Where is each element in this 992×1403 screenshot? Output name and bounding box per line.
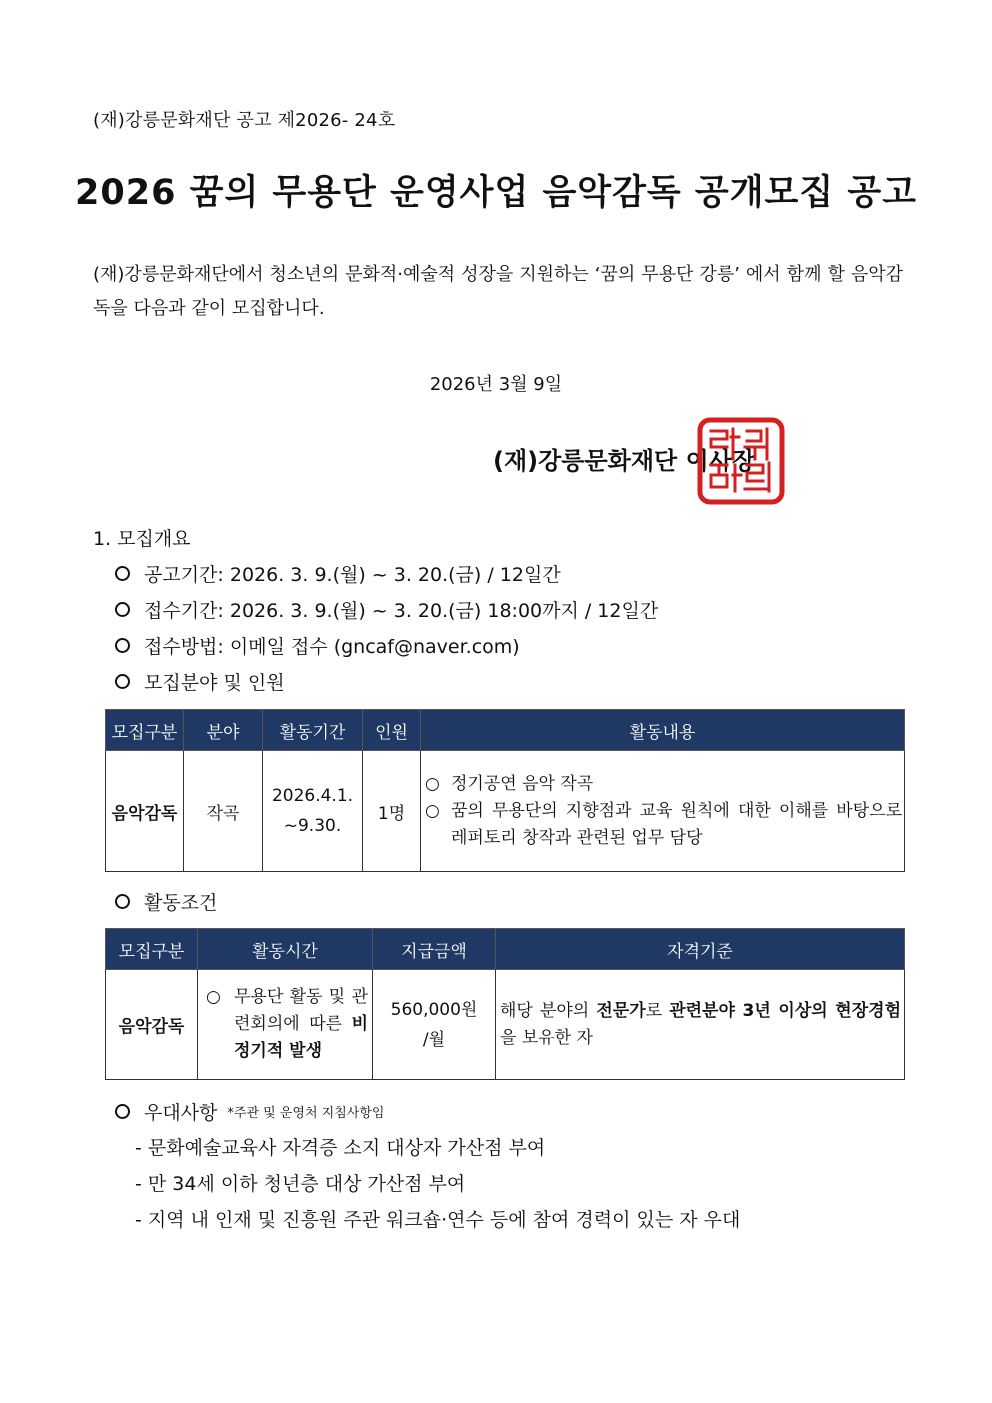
issuer-role: 이사장: [685, 447, 756, 475]
table-header-row: [106, 929, 905, 970]
cell-field: 작곡: [184, 751, 263, 872]
preference-item: - 문화예술교육사 자격증 소지 대상자 가산점 부여: [135, 1137, 546, 1159]
bullet-announcement-period: 공고기간: 2026. 3. 9.(월) ~ 3. 20.(금) / 12일간: [115, 560, 561, 587]
table-row: [106, 970, 905, 1080]
circle-bullet-icon: [115, 1104, 130, 1119]
conditions-table: [105, 928, 905, 1080]
bullet-application-period: 접수기간: 2026. 3. 9.(월) ~ 3. 20.(금) 18:00까지 / 12일간: [115, 596, 658, 623]
section-1-title: 1. 모집개요: [93, 528, 191, 550]
cell-count: 1명: [363, 751, 421, 872]
cell-period: 2026.4.1. ~9.30.: [263, 751, 363, 872]
notice-number: (재)강릉문화재단 공고 제2026- 24호: [93, 110, 396, 131]
cell-qualification: 해당 분야의 전문가로 관련분야 3년 이상의 현장경험을 보유한 자: [496, 970, 905, 1080]
table-header: 인원: [363, 710, 421, 751]
bullet-application-method: 접수방법: 이메일 접수 (gncaf@naver.com): [115, 632, 520, 659]
cell-category: 음악감독: [106, 751, 184, 872]
bullet-preference: 우대사항 *주관 및 운영처 지침사항임: [115, 1098, 384, 1125]
hollow-circle-icon: ○: [425, 800, 440, 821]
circle-bullet-icon: [115, 638, 130, 653]
table-header: 활동기간: [263, 710, 363, 751]
preference-item: - 지역 내 인재 및 진흥원 주관 워크숍·연수 등에 참여 경력이 있는 자 우대: [135, 1209, 741, 1231]
table-header: 분야: [184, 710, 263, 751]
circle-bullet-icon: [115, 894, 130, 909]
table-header: 자격기준: [496, 929, 905, 970]
list-item: ○ 꿈의 무용단의 지향점과 교육 원칙에 대한 이해를 바탕으로 레퍼토리 창작과 관련된 업무 담당: [425, 798, 902, 852]
preference-note: *주관 및 운영처 지침사항임: [227, 1106, 385, 1121]
list-item: ○ 정기공연 음악 작곡: [425, 771, 902, 798]
preference-item: - 만 34세 이하 청년층 대상 가산점 부여: [135, 1173, 466, 1195]
cell-pay: 560,000원 /월: [373, 970, 496, 1080]
hollow-circle-icon: ○: [206, 987, 221, 1007]
table-header: 모집구분: [106, 710, 184, 751]
table-header: 지급금액: [373, 929, 496, 970]
official-seal-icon: [697, 417, 785, 505]
circle-bullet-icon: [115, 566, 130, 581]
table-row: [106, 751, 905, 872]
bullet-recruit-field: 모집분야 및 인원: [115, 668, 285, 695]
circle-bullet-icon: [115, 602, 130, 617]
notice-date: 2026년 3월 9일: [429, 374, 563, 395]
circle-bullet-icon: [115, 674, 130, 689]
page-title: 2026 꿈의 무용단 운영사업 음악감독 공개모집 공고: [75, 173, 917, 213]
issuer-org: (재)강릉문화재단: [493, 447, 678, 475]
cell-category: 음악감독: [106, 970, 198, 1080]
hollow-circle-icon: ○: [425, 773, 440, 794]
cell-activities: [421, 751, 905, 872]
recruit-table: [105, 709, 905, 872]
table-header: 활동시간: [198, 929, 373, 970]
bullet-conditions: 활동조건: [115, 888, 217, 915]
table-header: 활동내용: [421, 710, 905, 751]
table-header: 모집구분: [106, 929, 198, 970]
intro-paragraph: (재)강릉문화재단에서 청소년의 문화적·예술적 성장을 지원하는 ‘꿈의 무용단 강릉’ 에서 함께 할 음악감독을 다음과 같이 모집합니다.: [93, 264, 903, 319]
cell-activity-time: ○ 무용단 활동 및 관련회의에 따른 비정기적 발생: [198, 970, 373, 1080]
table-header-row: [106, 710, 905, 751]
